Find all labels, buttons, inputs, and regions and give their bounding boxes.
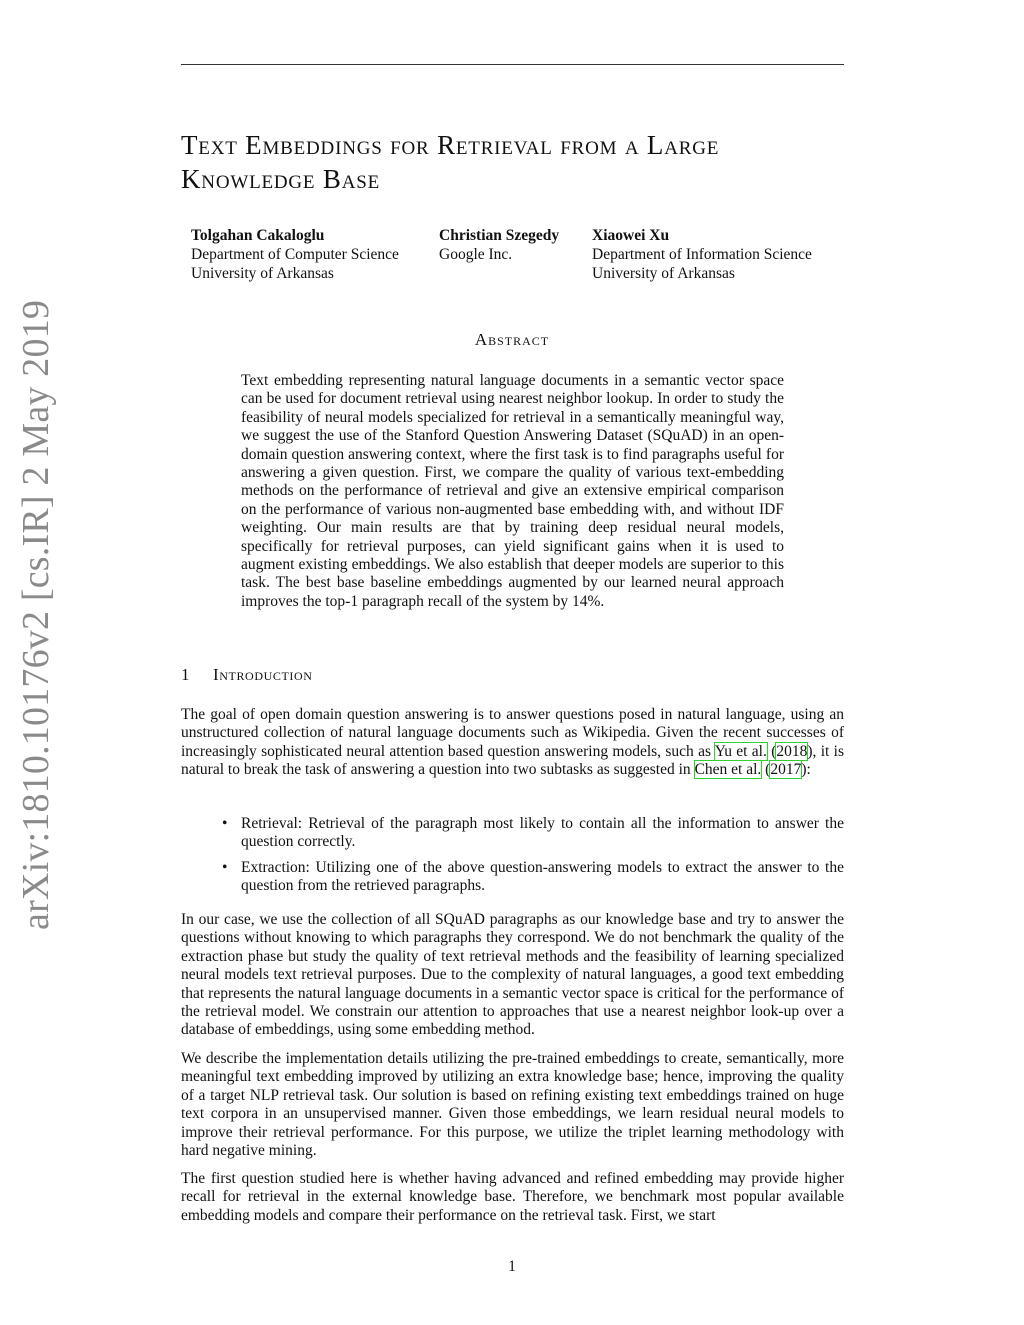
author-affiliation: Department of Information Science xyxy=(592,246,812,263)
section-heading-introduction xyxy=(181,665,313,685)
bullet-icon: • xyxy=(222,858,228,876)
task-bullet-list xyxy=(222,815,844,903)
author-affiliation: Department of Computer Science xyxy=(191,246,399,263)
author-institution: University of Arkansas xyxy=(592,265,735,282)
author-name: Xiaowei Xu xyxy=(592,227,670,244)
section-title: Introduction xyxy=(213,665,313,684)
intro-paragraph-3: We describe the implementation details utilizing the pre-trained embeddings to create, semantically, more meaningful text embedding improved by utilizing an extra knowledge base; hence, improving the quality of a target NLP retrieval task. Our solution is based on refining existing text embeddings trained on huge text corpora in an unsupervised manner. Given those embeddings, we learn residual neural models to improve their retrieval performance. For this purpose, we utilize the triplet learning methodology with hard negative mining. xyxy=(181,1050,844,1160)
author-name: Christian Szegedy xyxy=(439,227,560,244)
title-line-1: Text Embeddings for Retrieval from a Large xyxy=(181,130,720,160)
intro-paragraph-2: In our case, we use the collection of all SQuAD paragraphs as our knowledge base and try to answer the questions without knowing to which paragraphs they correspond. We do not benchmark the quality of the extraction phase but study the quality of text retrieval methods and the feasibility of learning specialized neural models text retrieval purposes. Due to the complexity of natural languages, a good text embedding that represents the natural language documents in a semantic vector space is critical for the performance of the retrieval model. We constrain our attention to approaches that use a nearest neighbor look-up over a database of embeddings, using some embedding method. xyxy=(181,911,844,1039)
citation-year-link-chen[interactable]: 2017 xyxy=(770,761,802,779)
citation-year-link-yu[interactable]: 2018 xyxy=(776,742,808,760)
paper-title xyxy=(181,128,851,196)
abstract-text: Text embedding representing natural language documents in a semantic vector space can be used for document retrieval using nearest neighbor lookup. In order to study the feasibility of neural models specialized for retrieval in a semantically meaningful way, we suggest the use of the Stanford Question Answering Dataset (SQuAD) in an open-domain question answering context, where the first task is to find paragraphs useful for answering a given question. First, we compare the quality of various text-embedding methods on the performance of retrieval and give an extensive empirical comparison on the performance of various non-augmented base embedding with, and without IDF weighting. Our main results are that by training deep residual neural models, specifically for retrieval purposes, can yield significant gains when it is used to augment existing embeddings. We also establish that deeper models are superior to this task. The best base baseline embeddings augmented by our learned neural approach improves the top-1 paragraph recall of the system by 14%. xyxy=(241,372,784,610)
list-item-text: Retrieval: Retrieval of the paragraph most likely to contain all the information to answer the question correctly. xyxy=(241,815,844,851)
citation-link-yu[interactable]: Yu et al. xyxy=(714,742,767,760)
list-item-text: Extraction: Utilizing one of the above question-answering models to extract the answer to the question from the retrieved paragraphs. xyxy=(241,858,844,895)
author-affiliation: Google Inc. xyxy=(439,246,513,263)
header-rule xyxy=(181,64,844,65)
author-block-2 xyxy=(439,226,559,264)
citation-link-chen[interactable]: Chen et al. xyxy=(694,761,762,779)
intro-paragraph-4: The first question studied here is whether having advanced and refined embedding may provide higher recall for retrieval in the external knowledge base. Therefore, we benchmark most popular available embedding models and compare their performance on the retrieval task. First, we start xyxy=(181,1170,844,1224)
intro-p1-text-b: , it is natural to break the task of answering a question into two subtasks as suggested in xyxy=(181,742,844,779)
title-line-2: Knowledge Base xyxy=(181,164,380,194)
author-block-3 xyxy=(592,226,812,283)
author-institution: University of Arkansas xyxy=(191,265,334,282)
list-item xyxy=(222,815,844,852)
bullet-icon: • xyxy=(222,815,228,832)
author-block-1 xyxy=(191,226,399,283)
intro-paragraph-1: The goal of open domain question answering is to answer questions posed in natural language, using an unstructured collection of natural language documents such as Wikipedia. Given the recent successes of increasingly sophisticated neural attention based question answering models, such as Yu et al. (2018), it is natural to break the task of answering a question into two subtasks as suggested in Chen et al. (2017): xyxy=(181,706,844,779)
page-number: 1 xyxy=(508,1258,516,1275)
abstract-heading: Abstract xyxy=(474,330,550,349)
section-number: 1 xyxy=(181,665,191,684)
list-item xyxy=(222,859,844,896)
intro-p1-text-c: : xyxy=(806,761,811,779)
author-name: Tolgahan Cakaloglu xyxy=(191,227,325,244)
arxiv-stamp: arXiv:1810.10176v2 [cs.IR] 2 May 2019 xyxy=(15,299,57,930)
intro-p1-text-a: The goal of open domain question answering is to answer questions posed in natural language, using an unstructured collection of natural language documents such as Wikipedia. Given the recent successes of increasingly sophisticated neural attention based question answering models, such as xyxy=(181,706,844,760)
